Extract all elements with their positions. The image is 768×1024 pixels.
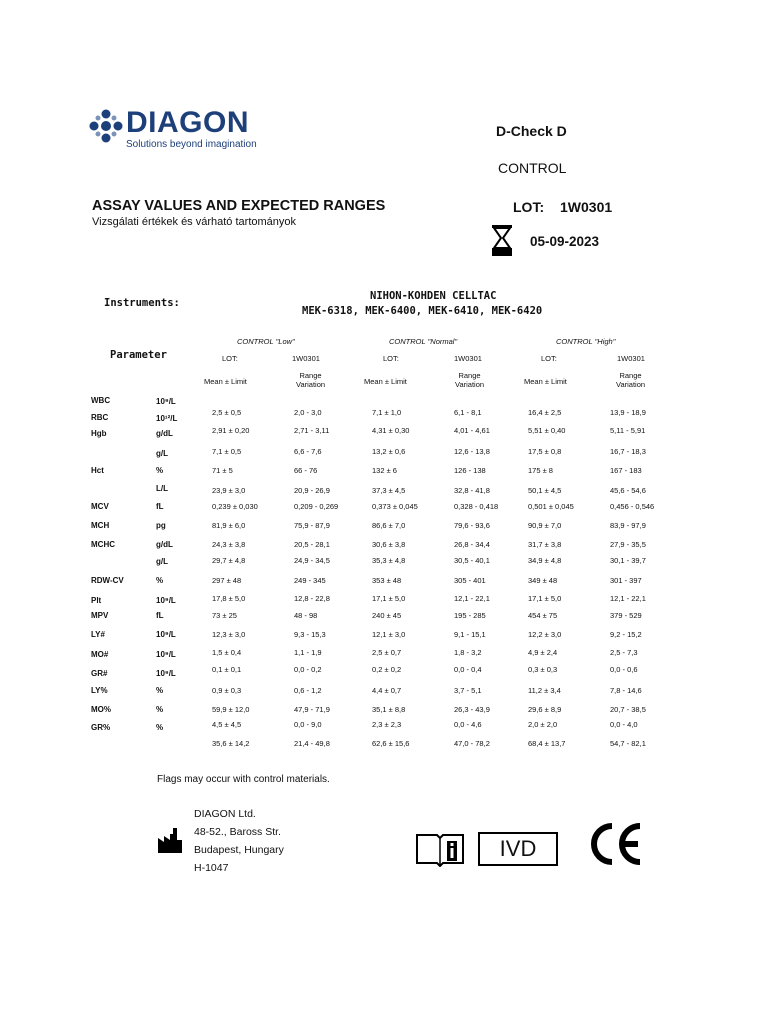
parameter-unit: L/L	[156, 484, 168, 493]
parameter-unit: fL	[156, 502, 164, 511]
hourglass-icon	[490, 224, 516, 258]
mean-limit-cell: 0,2 ± 0,2	[372, 665, 402, 674]
range-cell: 379 - 529	[610, 611, 642, 620]
parameter-unit: pg	[156, 521, 166, 530]
range-cell: 21,4 - 49,8	[294, 739, 330, 748]
parameter-unit: 10¹²/L	[156, 414, 178, 423]
mean-limit-cell: 30,6 ± 3,8	[372, 540, 406, 549]
mean-limit-cell: 50,1 ± 4,5	[528, 486, 562, 495]
parameter-name: Hct	[91, 466, 104, 475]
mean-limit-cell: 7,1 ± 1,0	[372, 408, 402, 417]
ce-mark	[588, 822, 644, 866]
mean-limit-cell: 90,9 ± 7,0	[528, 521, 562, 530]
mean-limit-cell: 12,1 ± 3,0	[372, 630, 406, 639]
mean-limit-cell: 2,0 ± 2,0	[528, 720, 558, 729]
parameter-name: Plt	[91, 596, 102, 605]
mean-limit-cell: 297 ± 48	[212, 576, 242, 585]
parameter-name: MO%	[91, 705, 111, 714]
mean-limit-cell: 0,9 ± 0,3	[212, 686, 242, 695]
brand-tagline: Solutions beyond imagination	[126, 139, 257, 150]
range-cell: 20,9 - 26,9	[294, 486, 330, 495]
range-cell: 24,9 - 34,5	[294, 556, 330, 565]
range-cell: 167 - 183	[610, 466, 642, 475]
parameter-name: GR%	[91, 723, 111, 732]
range-cell: 0,456 - 0,546	[610, 502, 655, 511]
instrument-line-1: NIHON-KOHDEN CELLTAC	[370, 290, 497, 302]
mean-limit-cell: 81,9 ± 6,0	[212, 521, 246, 530]
range-cell: 26,8 - 34,4	[454, 540, 490, 549]
mean-limit-cell: 4,9 ± 2,4	[528, 648, 558, 657]
parameter-name: LY#	[91, 630, 105, 639]
range-cell: 13,9 - 18,9	[610, 408, 646, 417]
mean-limit-cell: 2,91 ± 0,20	[212, 426, 250, 435]
range-cell: 20,5 - 28,1	[294, 540, 330, 549]
range-cell: 75,9 - 87,9	[294, 521, 330, 530]
range-cell: 45,6 - 54,6	[610, 486, 646, 495]
range-cell: 0,209 - 0,269	[294, 502, 339, 511]
mean-limit-cell: 2,5 ± 0,7	[372, 648, 402, 657]
lot-value: 1W0301	[560, 199, 613, 215]
range-variation-header-low: Range Variation	[296, 371, 326, 389]
mean-limit-cell: 31,7 ± 3,8	[528, 540, 562, 549]
parameter-label: Parameter	[110, 349, 167, 361]
mean-limit-cell: 13,2 ± 0,6	[372, 447, 406, 456]
mean-limit-cell: 454 ± 75	[528, 611, 558, 620]
range-cell: 0,328 - 0,418	[454, 502, 499, 511]
range-cell: 12,6 - 13,8	[454, 447, 490, 456]
range-cell: 4,01 - 4,61	[454, 426, 490, 435]
manufacturer-postcode: H-1047	[194, 862, 229, 874]
mean-limit-cell: 17,1 ± 5,0	[372, 594, 406, 603]
page-subtitle: Vizsgálati értékek és várható tartományok	[92, 216, 297, 228]
mean-limit-cell: 73 ± 25	[212, 611, 237, 620]
mean-limit-cell: 12,2 ± 3,0	[528, 630, 562, 639]
parameter-name: MCHC	[91, 540, 115, 549]
lot-value-low: 1W0301	[292, 354, 320, 363]
brand-name: DIAGON	[126, 106, 249, 139]
mean-limit-cell: 24,3 ± 3,8	[212, 540, 246, 549]
mean-limit-cell: 59,9 ± 12,0	[212, 705, 250, 714]
mean-limit-cell: 34,9 ± 4,8	[528, 556, 562, 565]
control-normal-header: CONTROL "Normal"	[389, 337, 458, 346]
manufacturer-street: 48-52., Baross Str.	[194, 826, 281, 838]
range-cell: 9,1 - 15,1	[454, 630, 486, 639]
range-cell: 0,0 - 0,6	[610, 665, 638, 674]
mean-limit-cell: 29,7 ± 4,8	[212, 556, 246, 565]
range-cell: 9,3 - 15,3	[294, 630, 326, 639]
mean-limit-cell: 0,373 ± 0,045	[372, 502, 418, 511]
range-cell: 79,6 - 93,6	[454, 521, 490, 530]
mean-limit-cell: 5,51 ± 0,40	[528, 426, 566, 435]
page-title: ASSAY VALUES AND EXPECTED RANGES	[92, 198, 386, 214]
mean-limit-cell: 353 ± 48	[372, 576, 402, 585]
range-cell: 32,8 - 41,8	[454, 486, 490, 495]
parameter-unit: fL	[156, 611, 164, 620]
mean-limit-cell: 37,3 ± 4,5	[372, 486, 406, 495]
lot-value-high: 1W0301	[617, 354, 645, 363]
mean-limit-cell: 35,3 ± 4,8	[372, 556, 406, 565]
range-cell: 47,9 - 71,9	[294, 705, 330, 714]
range-cell: 0,0 - 4,0	[610, 720, 638, 729]
expiry-date: 05-09-2023	[530, 234, 600, 249]
range-cell: 5,11 - 5,91	[610, 426, 646, 435]
parameter-name: MCH	[91, 521, 110, 530]
range-cell: 1,8 - 3,2	[454, 648, 482, 657]
product-name: D-Check D	[496, 123, 567, 139]
mean-limit-header-high: Mean ± Limit	[524, 377, 567, 386]
mean-limit-cell: 4,31 ± 0,30	[372, 426, 410, 435]
mean-limit-cell: 4,5 ± 4,5	[212, 720, 242, 729]
range-cell: 12,1 - 22,1	[454, 594, 490, 603]
manufacturer-city: Budapest, Hungary	[194, 844, 284, 856]
mean-limit-cell: 1,5 ± 0,4	[212, 648, 242, 657]
parameter-unit: g/L	[156, 557, 168, 566]
range-cell: 47,0 - 78,2	[454, 739, 490, 748]
range-cell: 66 - 76	[294, 466, 318, 475]
range-cell: 16,7 - 18,3	[610, 447, 646, 456]
mean-limit-cell: 17,5 ± 0,8	[528, 447, 562, 456]
range-cell: 30,5 - 40,1	[454, 556, 490, 565]
range-cell: 20,7 - 38,5	[610, 705, 646, 714]
mean-limit-cell: 175 ± 8	[528, 466, 553, 475]
control-high-header: CONTROL "High"	[556, 337, 616, 346]
range-cell: 83,9 - 97,9	[610, 521, 646, 530]
mean-limit-cell: 17,8 ± 5,0	[212, 594, 246, 603]
mean-limit-cell: 132 ± 6	[372, 466, 397, 475]
control-label: CONTROL	[498, 160, 567, 176]
range-cell: 2,71 - 3,11	[294, 426, 330, 435]
range-cell: 301 - 397	[610, 576, 642, 585]
range-cell: 0,0 - 4,6	[454, 720, 482, 729]
mean-limit-cell: 29,6 ± 8,9	[528, 705, 562, 714]
mean-limit-cell: 17,1 ± 5,0	[528, 594, 562, 603]
range-cell: 126 - 138	[454, 466, 486, 475]
parameter-unit: %	[156, 723, 164, 732]
range-cell: 27,9 - 35,5	[610, 540, 646, 549]
mean-limit-header-low: Mean ± Limit	[204, 377, 247, 386]
mean-limit-cell: 7,1 ± 0,5	[212, 447, 242, 456]
range-cell: 26,3 - 43,9	[454, 705, 490, 714]
manufacturer-name: DIAGON Ltd.	[194, 808, 256, 820]
mean-limit-cell: 2,3 ± 2,3	[372, 720, 402, 729]
control-low-header: CONTROL "Low"	[237, 337, 295, 346]
parameter-name: RDW-CV	[91, 576, 124, 585]
range-cell: 0,0 - 0,4	[454, 665, 482, 674]
parameter-unit: %	[156, 576, 164, 585]
mean-limit-cell: 35,6 ± 14,2	[212, 739, 250, 748]
parameter-name: Hgb	[91, 429, 107, 438]
range-cell: 0,0 - 0,2	[294, 665, 322, 674]
parameter-name: MCV	[91, 502, 109, 511]
parameter-unit: g/L	[156, 449, 168, 458]
parameter-name: LY%	[91, 686, 108, 695]
range-cell: 305 - 401	[454, 576, 486, 585]
mean-limit-cell: 2,5 ± 0,5	[212, 408, 242, 417]
parameter-unit: 10⁹/L	[156, 650, 176, 659]
lot-label-low: LOT:	[222, 354, 238, 363]
mean-limit-cell: 11,2 ± 3,4	[528, 686, 561, 695]
diagon-logo	[88, 106, 278, 156]
range-variation-header-high: Range Variation	[616, 371, 646, 389]
lot-label: LOT:	[513, 199, 545, 215]
ivd-mark: IVD	[478, 832, 558, 866]
mean-limit-cell: 0,1 ± 0,1	[212, 665, 242, 674]
mean-limit-cell: 68,4 ± 13,7	[528, 739, 566, 748]
mean-limit-cell: 86,6 ± 7,0	[372, 521, 406, 530]
mean-limit-cell: 23,9 ± 3,0	[212, 486, 246, 495]
range-cell: 0,6 - 1,2	[294, 686, 322, 695]
mean-limit-cell: 35,1 ± 8,8	[372, 705, 406, 714]
range-cell: 2,5 - 7,3	[610, 648, 638, 657]
parameter-unit: 10⁹/L	[156, 397, 176, 406]
instrument-line-2: MEK-6318, MEK-6400, MEK-6410, MEK-6420	[302, 305, 543, 317]
instruments-label: Instruments:	[104, 297, 180, 309]
parameter-unit: g/dL	[156, 540, 173, 549]
range-cell: 6,6 - 7,6	[294, 447, 322, 456]
parameter-name: MO#	[91, 650, 109, 659]
parameter-name: WBC	[91, 396, 111, 405]
mean-limit-cell: 240 ± 45	[372, 611, 402, 620]
parameter-unit: 10⁹/L	[156, 669, 176, 678]
lot-label-normal: LOT:	[383, 354, 399, 363]
range-cell: 249 - 345	[294, 576, 326, 585]
parameter-unit: %	[156, 705, 164, 714]
range-cell: 195 - 285	[454, 611, 486, 620]
mean-limit-cell: 4,4 ± 0,7	[372, 686, 402, 695]
flags-note: Flags may occur with control materials.	[157, 774, 330, 785]
mean-limit-cell: 0,501 ± 0,045	[528, 502, 574, 511]
mean-limit-cell: 16,4 ± 2,5	[528, 408, 562, 417]
mean-limit-cell: 12,3 ± 3,0	[212, 630, 246, 639]
parameter-name: RBC	[91, 413, 109, 422]
mean-limit-cell: 0,3 ± 0,3	[528, 665, 558, 674]
range-cell: 30,1 - 39,7	[610, 556, 646, 565]
range-variation-header-normal: Range Variation	[455, 371, 485, 389]
range-cell: 0,0 - 9,0	[294, 720, 322, 729]
parameter-unit: %	[156, 686, 164, 695]
parameter-unit: 10⁹/L	[156, 596, 176, 605]
parameter-name: GR#	[91, 669, 108, 678]
range-cell: 2,0 - 3,0	[294, 408, 322, 417]
parameter-unit: 10⁹/L	[156, 630, 176, 639]
manufacturer-icon	[157, 826, 183, 854]
range-cell: 12,1 - 22,1	[610, 594, 646, 603]
diagon-logo-icon	[88, 108, 124, 148]
mean-limit-header-normal: Mean ± Limit	[364, 377, 407, 386]
range-cell: 9,2 - 15,2	[610, 630, 642, 639]
range-cell: 12,8 - 22,8	[294, 594, 330, 603]
mean-limit-cell: 0,239 ± 0,030	[212, 502, 258, 511]
range-cell: 6,1 - 8,1	[454, 408, 482, 417]
consult-instructions-icon	[415, 831, 465, 867]
lot-value-normal: 1W0301	[454, 354, 482, 363]
range-cell: 48 - 98	[294, 611, 318, 620]
range-cell: 1,1 - 1,9	[294, 648, 322, 657]
lot-label-high: LOT:	[541, 354, 557, 363]
range-cell: 7,8 - 14,6	[610, 686, 642, 695]
mean-limit-cell: 71 ± 5	[212, 466, 233, 475]
mean-limit-cell: 62,6 ± 15,6	[372, 739, 410, 748]
parameter-unit: %	[156, 466, 164, 475]
parameter-unit: g/dL	[156, 429, 173, 438]
mean-limit-cell: 349 ± 48	[528, 576, 558, 585]
range-cell: 3,7 - 5,1	[454, 686, 482, 695]
range-cell: 54,7 - 82,1	[610, 739, 646, 748]
parameter-name: MPV	[91, 611, 109, 620]
